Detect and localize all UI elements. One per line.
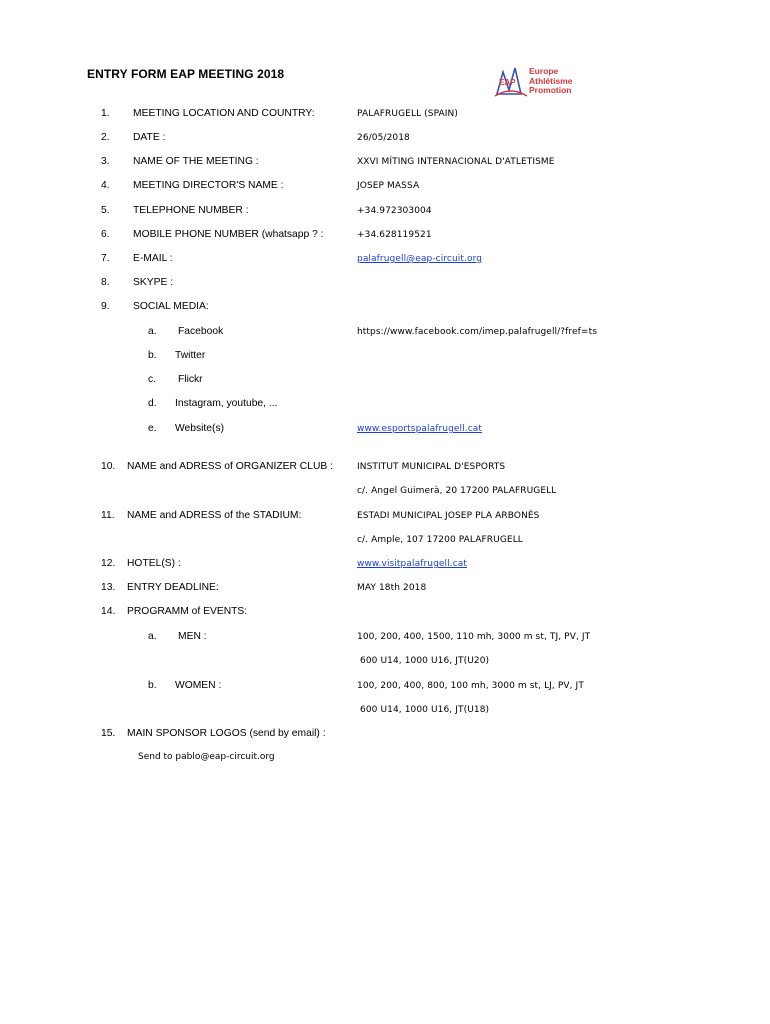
- logo-line: Europe: [529, 66, 559, 76]
- item-label: MOBILE PHONE NUMBER (whatsapp ? :: [133, 229, 324, 240]
- item-number: 5.: [101, 205, 110, 216]
- item-label: ENTRY DEADLINE:: [127, 582, 219, 593]
- item-label: TELEPHONE NUMBER :: [133, 205, 249, 216]
- events-women: 100, 200, 400, 800, 100 mh, 3000 m st, LJ, PV, JT: [357, 681, 584, 691]
- item-value: MAY 18th 2018: [357, 583, 427, 593]
- logo-badge: EAP: [499, 78, 516, 87]
- events-women-youth: 600 U14, 1000 U16, JT(U18): [360, 705, 490, 715]
- subitem-label: Facebook: [178, 326, 224, 337]
- subitem-label: Website(s): [175, 423, 225, 434]
- item-label: NAME and ADRESS of the STADIUM:: [127, 510, 302, 521]
- logo-line: Athlétisme: [529, 75, 573, 86]
- hotel-link[interactable]: www.visitpalafrugell.cat: [357, 559, 467, 569]
- item-value: JOSEP MASSA: [357, 181, 420, 191]
- subitem-label: MEN :: [178, 631, 207, 642]
- email-link[interactable]: palafrugell@eap-circuit.org: [357, 254, 483, 264]
- item-number: 2.: [101, 132, 110, 143]
- page-title: ENTRY FORM EAP MEETING 2018: [87, 67, 285, 81]
- item-label: PROGRAMM of EVENTS:: [127, 606, 248, 617]
- subitem-letter: c.: [148, 374, 157, 385]
- subitem-label: Twitter: [175, 350, 206, 361]
- item-value-address: c/. Ample, 107 17200 PALAFRUGELL: [357, 535, 523, 545]
- item-value-address: c/. Angel Guimerà, 20 17200 PALAFRUGELL: [357, 486, 557, 496]
- subitem-letter: a.: [148, 326, 157, 337]
- subitem-letter: b.: [148, 350, 157, 361]
- item-number: 15.: [101, 728, 116, 739]
- item-label: NAME OF THE MEETING :: [133, 156, 259, 167]
- subitem-letter: d.: [148, 398, 157, 409]
- item-label: E-MAIL :: [133, 253, 173, 264]
- item-label: MAIN SPONSOR LOGOS (send by email) :: [127, 728, 326, 739]
- subitem-letter: e.: [148, 423, 157, 434]
- item-number: 11.: [101, 510, 115, 521]
- send-note: Send to pablo@eap-circuit.org: [138, 752, 275, 762]
- item-number: 4.: [101, 180, 110, 191]
- subitem-letter: a.: [148, 631, 157, 642]
- item-label: MEETING LOCATION AND COUNTRY:: [133, 108, 315, 119]
- item-value: XXVI MÍTING INTERNACIONAL D'ATLETISME: [357, 157, 555, 167]
- item-label: SOCIAL MEDIA:: [133, 301, 209, 312]
- item-value: +34.972303004: [357, 206, 432, 216]
- item-number: 13.: [101, 582, 116, 593]
- item-number: 9.: [101, 301, 110, 312]
- item-number: 3.: [101, 156, 110, 167]
- item-value: INSTITUT MUNICIPAL D'ESPORTS: [357, 462, 506, 472]
- logo-line: Promotion: [529, 85, 572, 95]
- item-number: 1.: [101, 108, 110, 119]
- item-number: 12.: [101, 558, 116, 569]
- item-value: PALAFRUGELL (SPAIN): [357, 109, 458, 119]
- item-label: HOTEL(S) :: [127, 558, 181, 569]
- item-number: 8.: [101, 277, 110, 288]
- events-men: 100, 200, 400, 1500, 110 mh, 3000 m st, TJ, PV, JT: [357, 632, 591, 642]
- subitem-label: Flickr: [178, 374, 203, 385]
- item-number: 7.: [101, 253, 110, 264]
- subitem-letter: b.: [148, 680, 157, 691]
- item-value: +34.628119521: [357, 230, 432, 240]
- item-label: SKYPE :: [133, 277, 174, 288]
- item-value: 26/05/2018: [357, 133, 410, 143]
- item-number: 10.: [101, 461, 116, 472]
- website-link[interactable]: www.esportspalafrugell.cat: [357, 424, 483, 434]
- item-label: MEETING DIRECTOR'S NAME :: [133, 180, 284, 191]
- item-number: 6.: [101, 229, 110, 240]
- subitem-label: WOMEN :: [175, 680, 222, 691]
- logo-text: [529, 67, 572, 96]
- facebook-url: https://www.facebook.com/imep.palafrugell/?fref=ts: [357, 327, 597, 337]
- item-number: 14.: [101, 606, 116, 617]
- subitem-label: Instagram, youtube, ...: [175, 398, 278, 409]
- item-label: DATE :: [133, 132, 166, 143]
- item-value: ESTADI MUNICIPAL JOSEP PLA ARBONÈS: [357, 511, 540, 521]
- events-men-youth: 600 U14, 1000 U16, JT(U20): [360, 656, 490, 666]
- item-label: NAME and ADRESS of ORGANIZER CLUB :: [127, 461, 333, 472]
